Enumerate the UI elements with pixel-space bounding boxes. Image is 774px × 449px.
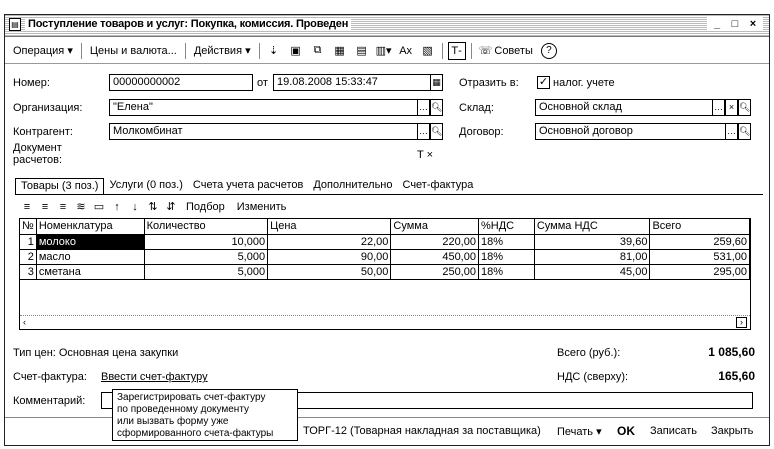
add-row-icon[interactable]: ≡ bbox=[23, 201, 31, 213]
sort-descending-icon[interactable]: ⇵ bbox=[166, 201, 176, 213]
report-icon[interactable]: ▤ bbox=[356, 45, 367, 57]
contract-label: Договор: bbox=[459, 126, 504, 138]
open-icon[interactable]: 🔍︎ bbox=[430, 99, 443, 116]
toolbar-separator bbox=[471, 43, 472, 59]
select-ellipsis-button[interactable]: … bbox=[725, 123, 738, 140]
col-header-number[interactable]: № bbox=[20, 219, 36, 234]
select-ellipsis-button[interactable]: … bbox=[417, 123, 430, 140]
invoice-label: Счет-фактура: bbox=[13, 371, 87, 383]
cell-total[interactable]: 295,00 bbox=[650, 264, 750, 279]
tooltip-line: Зарегистрировать счет-фактуру bbox=[117, 392, 266, 403]
col-header-item[interactable]: Номенклатура bbox=[36, 219, 144, 234]
total-value: 1 085,60 bbox=[708, 345, 755, 359]
edit-row-icon[interactable]: ≡ bbox=[59, 201, 67, 213]
grid-toolbar bbox=[19, 198, 291, 216]
table-row[interactable] bbox=[20, 249, 750, 264]
tax-icon[interactable]: Ax bbox=[399, 44, 413, 57]
document-window bbox=[4, 14, 770, 446]
col-header-vat-rate[interactable]: %НДС bbox=[478, 219, 534, 234]
horizontal-scrollbar[interactable] bbox=[20, 315, 750, 329]
cell-quantity[interactable]: 10,000 bbox=[144, 234, 268, 249]
comment-label: Комментарий: bbox=[13, 395, 86, 407]
copy-icon[interactable]: ⧉ bbox=[313, 44, 322, 56]
cell-price[interactable]: 90,00 bbox=[268, 249, 391, 264]
select-ellipsis-button[interactable]: … bbox=[417, 99, 430, 116]
contractor-label: Контрагент: bbox=[13, 126, 73, 138]
table-row[interactable] bbox=[20, 264, 750, 279]
tips-icon: ☏ bbox=[478, 45, 493, 57]
cell-quantity[interactable]: 5,000 bbox=[144, 249, 268, 264]
cell-item[interactable]: сметана bbox=[36, 264, 144, 279]
cell-vat-sum[interactable]: 81,00 bbox=[534, 249, 650, 264]
scroll-left-icon[interactable]: ‹ bbox=[23, 317, 26, 327]
minimize-button[interactable]: _ bbox=[713, 18, 721, 30]
print-menu-button[interactable]: Печать ▾ bbox=[557, 426, 602, 438]
tooltip-line: по проведенному документу bbox=[117, 404, 250, 415]
structure-icon[interactable]: ▣ bbox=[290, 45, 301, 57]
main-toolbar bbox=[5, 38, 769, 64]
open-icon[interactable]: 🔍︎ bbox=[738, 99, 751, 116]
cell-vat-rate[interactable]: 18% bbox=[478, 234, 534, 249]
close-button[interactable]: × bbox=[749, 18, 757, 30]
move-down-icon[interactable]: ↓ bbox=[132, 201, 138, 213]
ok-button[interactable]: OK bbox=[617, 424, 635, 438]
scroll-right-icon[interactable]: › bbox=[736, 317, 747, 328]
calendar-icon[interactable]: ▦ bbox=[430, 74, 443, 91]
document-icon[interactable]: ▤ bbox=[9, 18, 21, 31]
contractor-field[interactable] bbox=[109, 123, 443, 140]
cell-sum[interactable]: 450,00 bbox=[391, 249, 479, 264]
vat-label: НДС (сверху): bbox=[557, 371, 629, 383]
cell-total[interactable]: 531,00 bbox=[650, 249, 750, 264]
tab-additional[interactable]: Дополнительно bbox=[313, 179, 393, 191]
number-label: Номер: bbox=[13, 77, 50, 89]
warehouse-value: Основной склад bbox=[539, 101, 622, 113]
toolbar-separator bbox=[442, 43, 443, 59]
document-movements-icon[interactable]: ▦ bbox=[334, 45, 345, 57]
cell-vat-rate[interactable]: 18% bbox=[478, 264, 534, 279]
total-label: Всего (руб.): bbox=[557, 347, 621, 359]
cell-total[interactable]: 259,60 bbox=[650, 234, 750, 249]
settlement-doc-controls[interactable]: T × bbox=[417, 149, 434, 161]
select-ellipsis-button[interactable]: … bbox=[712, 99, 725, 116]
goods-table[interactable] bbox=[19, 218, 751, 330]
cell-vat-sum[interactable]: 45,00 bbox=[534, 264, 650, 279]
col-header-quantity[interactable]: Количество bbox=[144, 219, 268, 234]
enter-based-on-icon[interactable]: ▥▾ bbox=[375, 45, 392, 57]
date-value: 19.08.2008 15:33:47 bbox=[277, 76, 378, 88]
toolbar-separator bbox=[81, 43, 82, 59]
cell-price[interactable]: 50,00 bbox=[268, 264, 391, 279]
tooltip-line: сформированного счета-фактуры bbox=[117, 428, 274, 439]
price-type-label[interactable]: Тип цен: Основная цена закупки bbox=[13, 347, 179, 359]
cell-sum[interactable]: 220,00 bbox=[391, 234, 479, 249]
journal-icon[interactable]: ▧ bbox=[422, 45, 433, 57]
end-edit-icon[interactable]: ▭ bbox=[93, 201, 105, 213]
sort-ascending-icon[interactable]: ⇅ bbox=[148, 201, 158, 213]
reflect-in-label: Отразить в: bbox=[459, 77, 519, 89]
tab-divider bbox=[15, 194, 763, 195]
title-bar[interactable] bbox=[5, 15, 769, 37]
move-up-icon[interactable]: ↑ bbox=[114, 201, 120, 213]
open-icon[interactable]: 🔍︎ bbox=[738, 123, 751, 140]
cell-number[interactable]: 3 bbox=[20, 264, 36, 279]
save-button[interactable]: Записать bbox=[650, 425, 698, 437]
tab-services[interactable]: Услуги (0 поз.) bbox=[109, 179, 183, 191]
actions-menu[interactable]: Действия ▾ bbox=[193, 45, 251, 57]
tips-button[interactable] bbox=[475, 44, 537, 57]
contract-value: Основной договор bbox=[539, 125, 633, 137]
copy-row-icon[interactable]: ≡ bbox=[41, 201, 49, 213]
invoice-tooltip bbox=[112, 389, 298, 441]
cell-item[interactable]: масло bbox=[36, 249, 144, 264]
post-document-icon[interactable]: ⇣ bbox=[269, 45, 279, 57]
window-title: Поступление товаров и услуг: Покупка, комиссия. Проведен bbox=[25, 18, 351, 30]
prices-currency-button[interactable]: Цены и валюта... bbox=[89, 44, 177, 57]
date-field[interactable] bbox=[273, 74, 443, 91]
tooltip-line: или вызвать форму уже bbox=[117, 416, 229, 427]
maximize-button[interactable]: □ bbox=[731, 18, 739, 30]
table-row[interactable] bbox=[20, 234, 750, 249]
vat-value: 165,60 bbox=[718, 369, 755, 383]
toolbar-separator bbox=[259, 43, 260, 59]
tab-goods[interactable]: Товары (3 поз.) bbox=[15, 178, 104, 195]
contract-field[interactable] bbox=[535, 123, 751, 140]
cell-item[interactable]: молоко bbox=[36, 234, 144, 249]
tab-strip bbox=[15, 178, 478, 195]
tips-label: Советы bbox=[494, 44, 533, 57]
close-form-button[interactable]: Закрыть bbox=[711, 425, 754, 437]
selection-button[interactable]: Подбор bbox=[186, 201, 225, 213]
tax-accounting-checkbox[interactable]: ✓ bbox=[538, 76, 549, 88]
col-header-total[interactable]: Всего bbox=[650, 219, 750, 234]
change-button[interactable]: Изменить bbox=[236, 201, 287, 213]
contractor-value: Молкомбинат bbox=[113, 125, 183, 137]
cell-price[interactable]: 22,00 bbox=[268, 234, 391, 249]
clear-icon[interactable]: × bbox=[725, 99, 738, 116]
col-header-vat-sum[interactable]: Сумма НДС bbox=[534, 219, 650, 234]
cell-number[interactable]: 2 bbox=[20, 249, 36, 264]
torg12-print-button[interactable]: ТОРГ-12 (Товарная накладная за поставщика) bbox=[303, 425, 541, 437]
cell-sum[interactable]: 250,00 bbox=[391, 264, 479, 279]
organization-field[interactable] bbox=[109, 99, 443, 116]
organization-label: Организация: bbox=[13, 102, 83, 114]
settlement-doc-label-line2: расчетов: bbox=[13, 154, 63, 166]
number-field[interactable]: 00000000002 bbox=[109, 74, 253, 91]
toolbar-separator bbox=[185, 43, 186, 59]
settlement-doc-label-line1: Документ bbox=[13, 142, 62, 154]
window-controls bbox=[707, 17, 763, 31]
warehouse-label: Склад: bbox=[459, 102, 494, 114]
tab-invoice[interactable]: Счет-фактура bbox=[402, 179, 474, 191]
delete-row-icon[interactable]: ≋ bbox=[76, 201, 86, 213]
accounting-toggle-icon[interactable]: Т‑ bbox=[448, 42, 466, 60]
organization-value: "Елена" bbox=[113, 101, 153, 113]
col-header-price[interactable]: Цена bbox=[268, 219, 391, 234]
date-from-label: от bbox=[257, 77, 268, 89]
cell-vat-sum[interactable]: 39,60 bbox=[534, 234, 650, 249]
table-header-row bbox=[20, 219, 750, 234]
operation-menu[interactable]: Операция ▾ bbox=[13, 45, 73, 57]
col-header-sum[interactable]: Сумма bbox=[391, 219, 479, 234]
tab-settlement-accounts[interactable]: Счета учета расчетов bbox=[192, 179, 304, 191]
cell-quantity[interactable]: 5,000 bbox=[144, 264, 268, 279]
tax-accounting-label: налог. учете bbox=[553, 77, 615, 89]
open-icon[interactable]: 🔍︎ bbox=[430, 123, 443, 140]
cell-number[interactable]: 1 bbox=[20, 234, 36, 249]
warehouse-field[interactable] bbox=[535, 99, 751, 116]
enter-invoice-link[interactable]: Ввести счет-фактуру bbox=[101, 371, 208, 383]
cell-vat-rate[interactable]: 18% bbox=[478, 249, 534, 264]
help-button[interactable]: ? bbox=[541, 43, 557, 59]
